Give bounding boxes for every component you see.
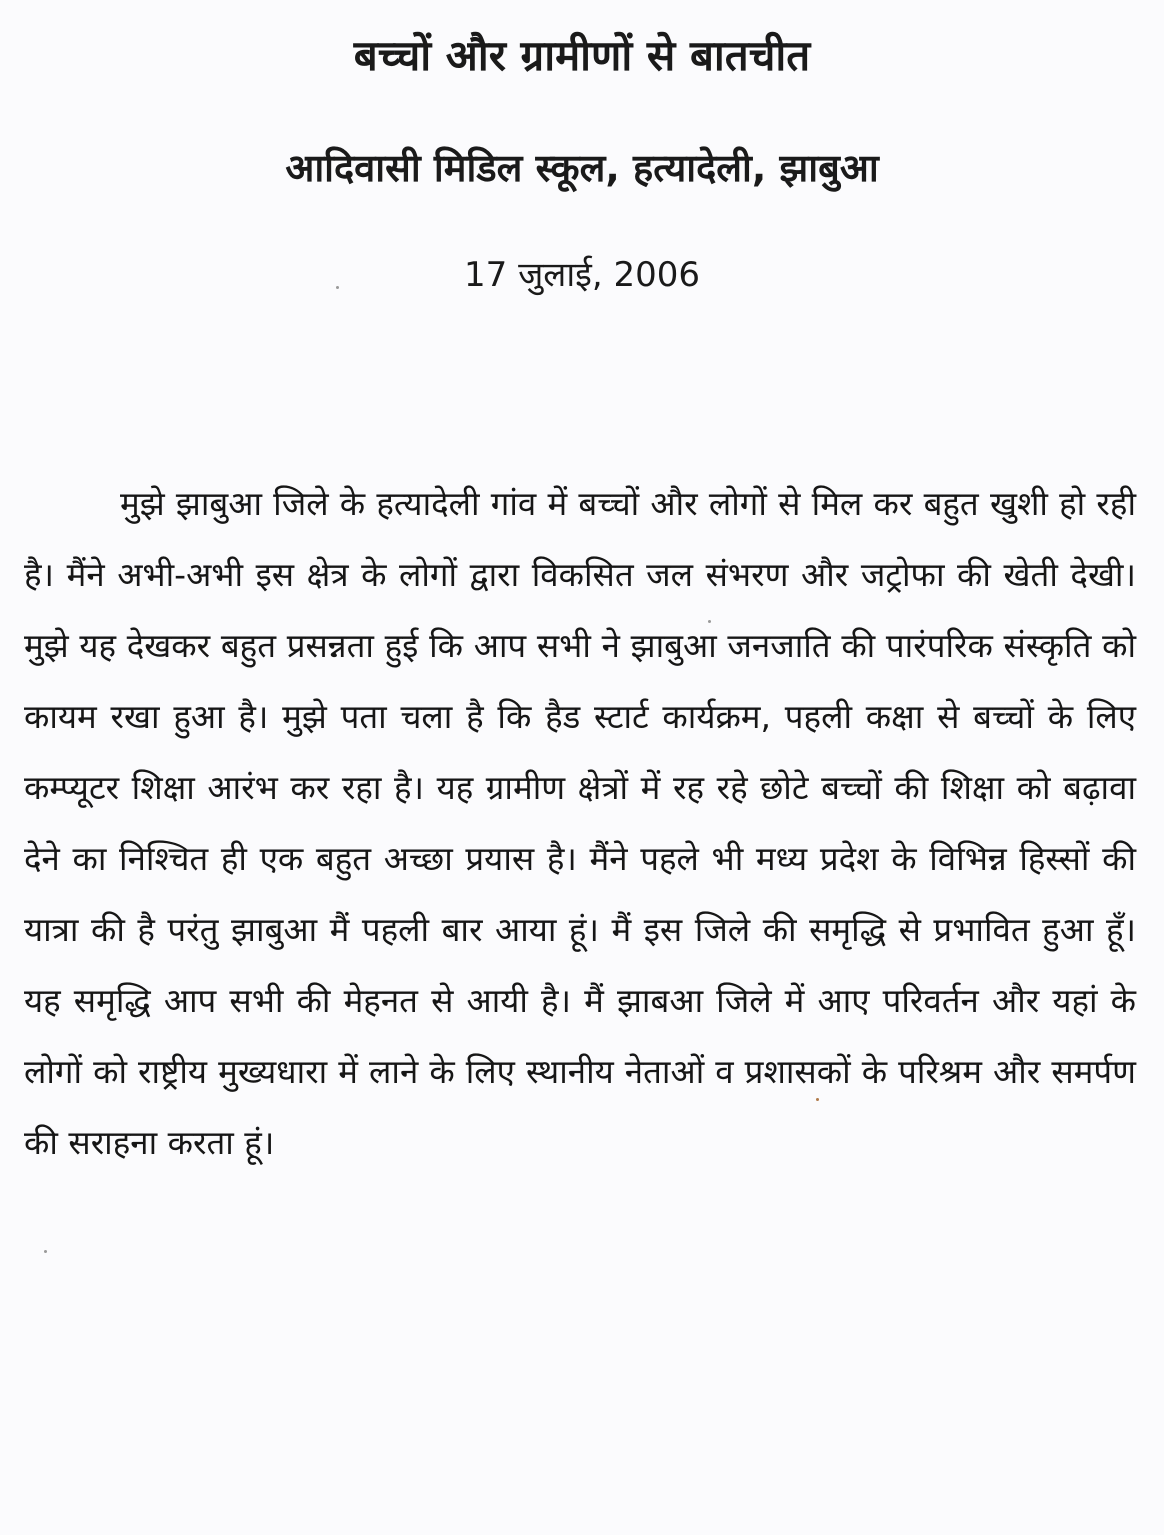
scan-speck [816,1098,819,1101]
document-subtitle: आदिवासी मिडिल स्कूल, हत्यादेली, झाबुआ [285,146,879,190]
scan-speck [336,286,339,289]
document-date: 17 जुलाई, 2006 [464,255,700,295]
scan-speck [44,1250,47,1253]
body-paragraph: मुझे झाबुआ जिले के हत्यादेली गांव में बच्चों और लोगों से मिल कर बहुत खुशी हो रही है। मैंने अभी-अभी इस क्षेत्र के लोगों द्वारा विकसित जल संभरण और जट्रोफा की खेती देखी। मुझे यह देखकर बहुत प्रसन्नता हुई कि आप सभी ने झाबुआ जनजाति की पारंपरिक संस्कृति को कायम रखा हुआ है। मुझे पता चला है कि हैड स्टार्ट कार्यक्रम, पहली कक्षा से बच्चों के लिए कम्प्यूटर शिक्षा आरंभ कर रहा है। यह ग्रामीण क्षेत्रों में रह रहे छोटे बच्चों की शिक्षा को बढ़ावा देने का निश्चित ही एक बहुत अच्छा प्रयास है। मैंने पहले भी मध्य प्रदेश के विभिन्न हिस्सों की यात्रा की है परंतु झाबुआ मैं पहली बार आया हूं। मैं इस जिले की समृद्धि से प्रभावित हुआ हूँ। यह समृद्धि आप सभी की मेहनत से आयी है। मैं झाबआ जिले में आए परिवर्तन और यहां के लोगों को राष्ट्रीय मुख्यधारा में लाने के लिए स्थानीय नेताओं व प्रशासकों के परिश्रम और समर्पण की सराहना करता हूं। [24,484,1136,1162]
document-title: बच्चों और ग्रामीणों से बातचीत [353,31,811,80]
scan-speck [708,620,711,623]
